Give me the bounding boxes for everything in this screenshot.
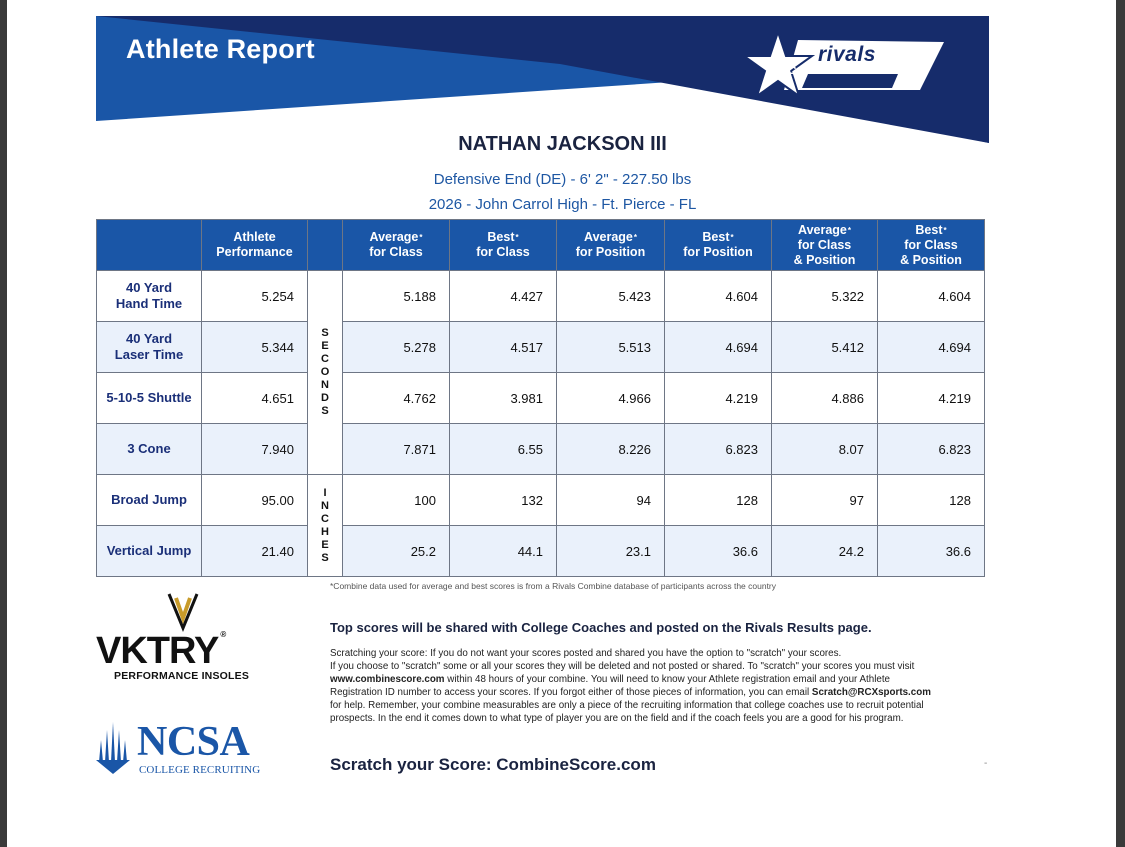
scratch-info: [330, 648, 995, 725]
rivals-logo-name: rivals: [818, 43, 876, 66]
avg-class-position-value: 24.2: [772, 526, 878, 577]
scratch-info-text: Registration ID number to access your scores. If you forgot either of those pieces of information, you can email: [330, 686, 812, 698]
best-position-value: 4.694: [665, 322, 772, 373]
rivals-logo-series: COMBINE SERIES: [788, 65, 887, 77]
unit-char: N: [321, 379, 329, 391]
scratch-info-line: for help. Remember, your combine measurables are only a piece of the recruiting information that college coaches use to recruit potential: [330, 699, 924, 711]
table-row: [97, 475, 985, 526]
row-label: Broad Jump: [97, 475, 202, 526]
table-header-row: [97, 220, 985, 271]
best-class-position-value: 128: [878, 475, 985, 526]
unit-char: H: [321, 525, 329, 538]
header-athlete-performance: [202, 220, 308, 271]
avg-position-value: 5.423: [557, 271, 665, 322]
avg-class-position-value: 5.322: [772, 271, 878, 322]
header-line: Best: [487, 230, 515, 244]
header-blank: [97, 220, 202, 271]
header-line: for Class: [904, 237, 958, 252]
avg-class-value: 25.2: [343, 526, 450, 577]
scratch-info-line: If you choose to "scratch" some or all your scores they will be deleted and not posted or shared. To "scratch" your scores you must visit: [330, 660, 915, 672]
athlete-value: 5.254: [202, 271, 308, 322]
table-row: [97, 271, 985, 322]
ncsa-spike: [99, 740, 103, 762]
table-row: [97, 424, 985, 475]
top-scores-headline: Top scores will be shared with College Coaches and posted on the Rivals Results page.: [330, 620, 872, 635]
header-line: Best: [702, 230, 730, 244]
athlete-name: NATHAN JACKSON III: [458, 133, 667, 155]
ncsa-logo: NCSA: [137, 719, 250, 765]
header-asterisk: *: [943, 225, 947, 235]
best-position-value: 4.219: [665, 373, 772, 424]
athlete-value: 21.40: [202, 526, 308, 577]
unit-char: N: [321, 499, 329, 512]
avg-class-value: 100: [343, 475, 450, 526]
unit-char: E: [321, 340, 329, 352]
report-banner: [0, 0, 1125, 150]
best-class-value: 3.981: [450, 373, 557, 424]
results-table: [96, 219, 985, 577]
header-average-class: [343, 220, 450, 271]
header-line: Average: [369, 230, 419, 244]
vktry-tagline: PERFORMANCE INSOLES: [114, 670, 250, 682]
scratch-info-line: prospects. In the end it comes down to what type of player you are on the field and if the coach feels you are a good for his program.: [330, 712, 904, 724]
header-line: & Position: [900, 252, 962, 267]
ncsa-spike: [111, 722, 115, 762]
scratch-cta: Scratch your Score: CombineScore.com: [330, 755, 656, 774]
athlete-value: 7.940: [202, 424, 308, 475]
athlete-value: 5.344: [202, 322, 308, 373]
athlete-value: 95.00: [202, 475, 308, 526]
table-row: [97, 526, 985, 577]
header-line: Best: [915, 222, 943, 237]
athlete-value: 4.651: [202, 373, 308, 424]
best-class-position-value: 36.6: [878, 526, 985, 577]
header-line: Average: [798, 222, 847, 237]
ncsa-spike: [105, 730, 109, 762]
header-line: for Class: [797, 237, 852, 252]
header-unit-blank: [308, 220, 343, 271]
avg-position-value: 94: [557, 475, 665, 526]
header-asterisk: *: [730, 233, 734, 242]
best-position-value: 128: [665, 475, 772, 526]
best-class-value: 44.1: [450, 526, 557, 577]
row-label: [97, 271, 202, 322]
unit-inches: [308, 475, 343, 577]
header-line: Performance: [216, 245, 293, 259]
avg-class-position-value: 97: [772, 475, 878, 526]
header-asterisk: *: [633, 233, 637, 242]
row-label: 5-10-5 Shuttle: [97, 373, 202, 424]
unit-char: S: [321, 327, 329, 339]
athlete-school-line: 2026 - John Carrol High - Ft. Pierce - FL: [428, 196, 697, 213]
report-title: Athlete Report: [126, 34, 315, 64]
combinescore-link[interactable]: www.combinescore.com: [330, 673, 445, 685]
avg-class-position-value: 4.886: [772, 373, 878, 424]
table-footnote: *Combine data used for average and best scores is from a Rivals Combine database of participants across the country: [330, 581, 777, 591]
best-position-value: 6.823: [665, 424, 772, 475]
row-label-line: Laser Time: [114, 347, 184, 362]
table-row: [97, 322, 985, 373]
support-email-link[interactable]: Scratch@RCXsports.com: [811, 686, 931, 698]
page-mark: -: [984, 758, 988, 769]
header-line: & Position: [793, 252, 856, 267]
unit-char: I: [323, 486, 327, 499]
unit-char: C: [321, 512, 329, 525]
header-line: for Class: [476, 245, 530, 259]
best-class-position-value: 4.694: [878, 322, 985, 373]
header-asterisk: *: [847, 225, 851, 235]
header-best-class: [450, 220, 557, 271]
vktry-trademark: ®: [220, 630, 227, 639]
row-label-line: 40 Yard: [125, 280, 173, 295]
ncsa-base: [96, 760, 130, 774]
vktry-emblem-icon: [165, 592, 201, 632]
best-class-position-value: 6.823: [878, 424, 985, 475]
scratch-info-line: Scratching your score: If you do not want your scores posted and shared you have the option to "scratch" your scores.: [330, 648, 842, 659]
header-asterisk: *: [515, 233, 519, 242]
header-best-class-position: [878, 220, 985, 271]
avg-class-value: 7.871: [343, 424, 450, 475]
table-row: [97, 373, 985, 424]
unit-char: D: [321, 392, 329, 404]
header-asterisk: *: [419, 233, 423, 242]
best-class-value: 132: [450, 475, 557, 526]
unit-char: S: [321, 551, 329, 564]
header-average-position: [557, 220, 665, 271]
header-line: Athlete: [233, 230, 276, 244]
avg-position-value: 23.1: [557, 526, 665, 577]
header-line: for Class: [369, 245, 423, 259]
scratch-info-line: [330, 687, 995, 700]
header-line: Average: [584, 230, 633, 244]
row-label: Vertical Jump: [97, 526, 202, 577]
header-average-class-position: [772, 220, 878, 271]
avg-class-value: 5.278: [343, 322, 450, 373]
best-class-value: 4.427: [450, 271, 557, 322]
vktry-logo-text: VKTRY: [96, 630, 219, 672]
avg-position-value: 8.226: [557, 424, 665, 475]
row-label: [97, 322, 202, 373]
ncsa-tagline: COLLEGE RECRUITING: [139, 764, 261, 776]
ncsa-emblem-icon: [96, 722, 130, 774]
avg-class-value: 4.762: [343, 373, 450, 424]
avg-position-value: 5.513: [557, 322, 665, 373]
row-label-line: Hand Time: [115, 296, 183, 311]
avg-class-value: 5.188: [343, 271, 450, 322]
best-class-position-value: 4.604: [878, 271, 985, 322]
header-best-position: [665, 220, 772, 271]
unit-char: E: [321, 538, 329, 551]
athlete-position-line: Defensive End (DE) - 6' 2" - 227.50 lbs: [433, 171, 692, 188]
unit-char: O: [320, 366, 330, 378]
best-position-value: 4.604: [665, 271, 772, 322]
row-label-line: 40 Yard: [125, 331, 173, 346]
ncsa-spike: [123, 740, 127, 762]
ncsa-spike: [117, 730, 121, 762]
scratch-info-text: within 48 hours of your combine. You will need to know your Athlete registration email and your Athlete: [444, 673, 890, 685]
best-position-value: 36.6: [665, 526, 772, 577]
avg-class-position-value: 8.07: [772, 424, 878, 475]
best-class-value: 6.55: [450, 424, 557, 475]
avg-class-position-value: 5.412: [772, 322, 878, 373]
unit-char: S: [321, 405, 329, 417]
header-line: for Position: [575, 245, 646, 259]
best-class-position-value: 4.219: [878, 373, 985, 424]
unit-seconds: [308, 271, 343, 475]
row-label: 3 Cone: [97, 424, 202, 475]
avg-position-value: 4.966: [557, 373, 665, 424]
header-line: for Position: [683, 245, 753, 259]
vktry-logo: [96, 630, 226, 673]
unit-char: C: [321, 353, 329, 365]
scratch-info-line: [330, 674, 995, 687]
best-class-value: 4.517: [450, 322, 557, 373]
